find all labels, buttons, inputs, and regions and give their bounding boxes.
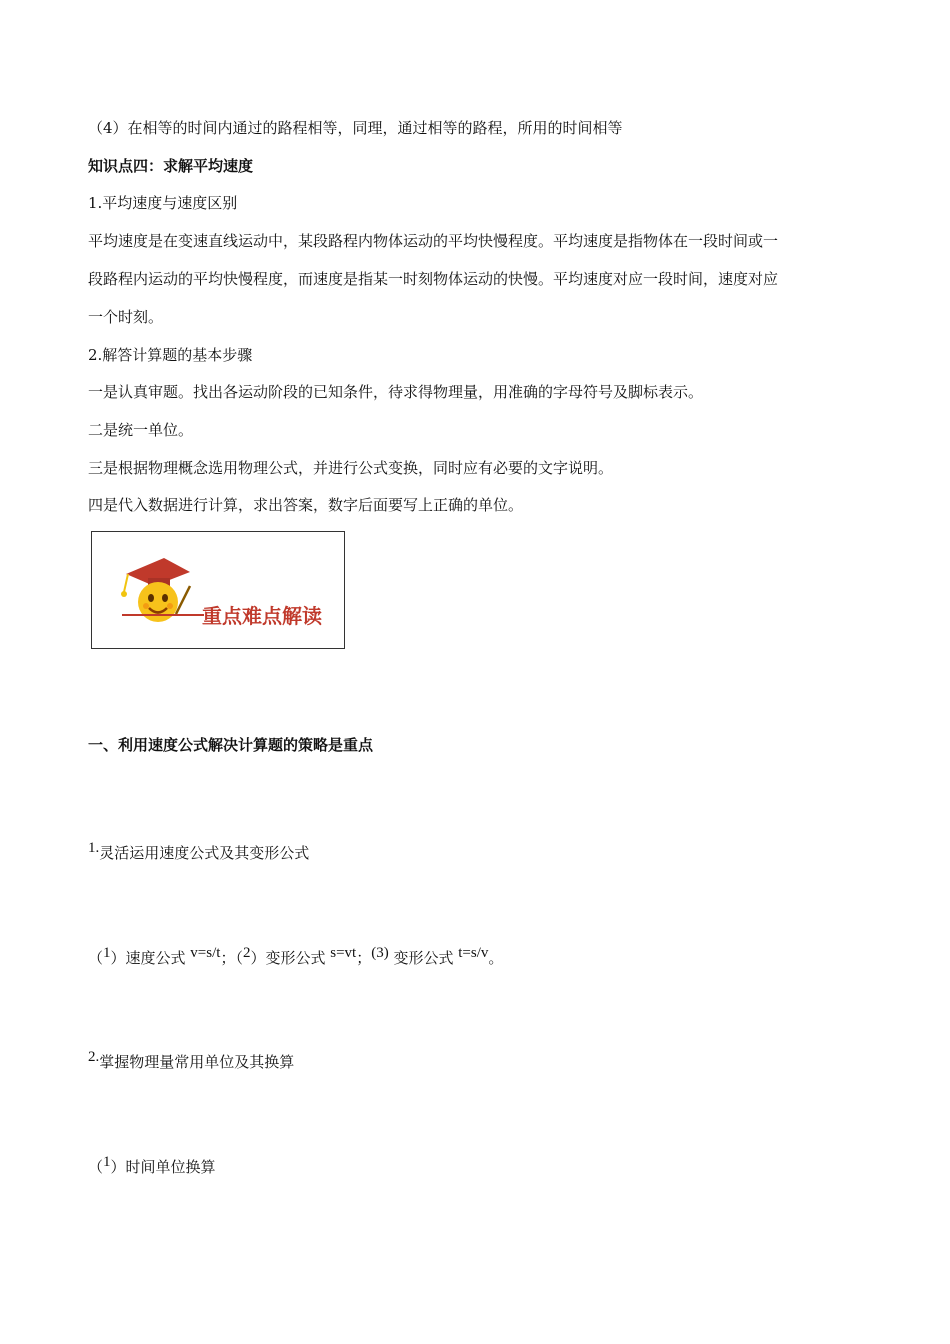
formula-number: 1 [103, 945, 111, 961]
formula-expression: t=s/v [458, 945, 489, 961]
paren-open: （ [88, 1158, 104, 1176]
key-points-banner [91, 531, 345, 649]
separator: ；（ [220, 949, 243, 967]
item-1 [88, 838, 309, 863]
formula-expression: v=s/t [190, 945, 221, 961]
formula-label: ）速度公式 [110, 949, 191, 967]
item-2 [88, 1047, 294, 1072]
section-title: 一、利用速度公式解决计算题的策略是重点 [88, 736, 374, 754]
formula-label: 变形公式 [388, 949, 459, 967]
paren-open: （ [88, 949, 104, 967]
paragraph-line: 平均速度是在变速直线运动中，某段路程内物体运动的平均快慢程度。平均速度是指物体在一段时间或一 [88, 232, 779, 250]
item-text: 掌握物理量常用单位及其换算 [99, 1053, 295, 1071]
step-line: 三是根据物理概念选用物理公式，并进行公式变换，同时应有必要的文字说明。 [88, 459, 614, 477]
item-number: 1. [88, 840, 100, 856]
knowledge-point-heading: 知识点四：求解平均速度 [88, 157, 254, 175]
paragraph-line: （4）在相等的时间内通过的路程相等，同理，通过相等的路程，所用的时间相等 [88, 119, 623, 137]
formula-expression: s=vt [330, 945, 357, 961]
paragraph-line: 一个时刻。 [88, 308, 164, 326]
paragraph-line: 段路程内运动的平均快慢程度，而速度是指某一时刻物体运动的快慢。平均速度对应一段时间，速度对应 [88, 270, 779, 288]
step-line: 四是代入数据进行计算，求出答案，数字后面要写上正确的单位。 [88, 496, 524, 514]
formula-number: (3) [371, 945, 389, 961]
step-line: 二是统一单位。 [88, 421, 194, 439]
step-line: 一是认真审题。找出各运动阶段的已知条件，待求得物理量，用准确的字母符号及脚标表示。 [88, 383, 704, 401]
graduate-mascot-icon [118, 548, 198, 630]
sub-item-time-units [88, 1152, 216, 1177]
formula-line [88, 943, 503, 968]
formula-number: 2 [242, 945, 251, 961]
subheading-calculation-steps: 2.解答计算题的基本步骤 [88, 346, 253, 364]
sub-item-text: ）时间单位换算 [110, 1158, 216, 1176]
item-number: 2. [88, 1049, 100, 1065]
subheading-average-speed-difference: 1.平均速度与速度区别 [88, 194, 238, 212]
formula-label: ）变形公式 [250, 949, 331, 967]
sub-item-number: 1 [103, 1154, 111, 1170]
separator: ； [356, 949, 372, 967]
banner-rule [122, 614, 204, 616]
banner-title: 重点难点解读 [202, 604, 322, 628]
item-text: 灵活运用速度公式及其变形公式 [99, 844, 310, 862]
period: 。 [488, 949, 504, 967]
